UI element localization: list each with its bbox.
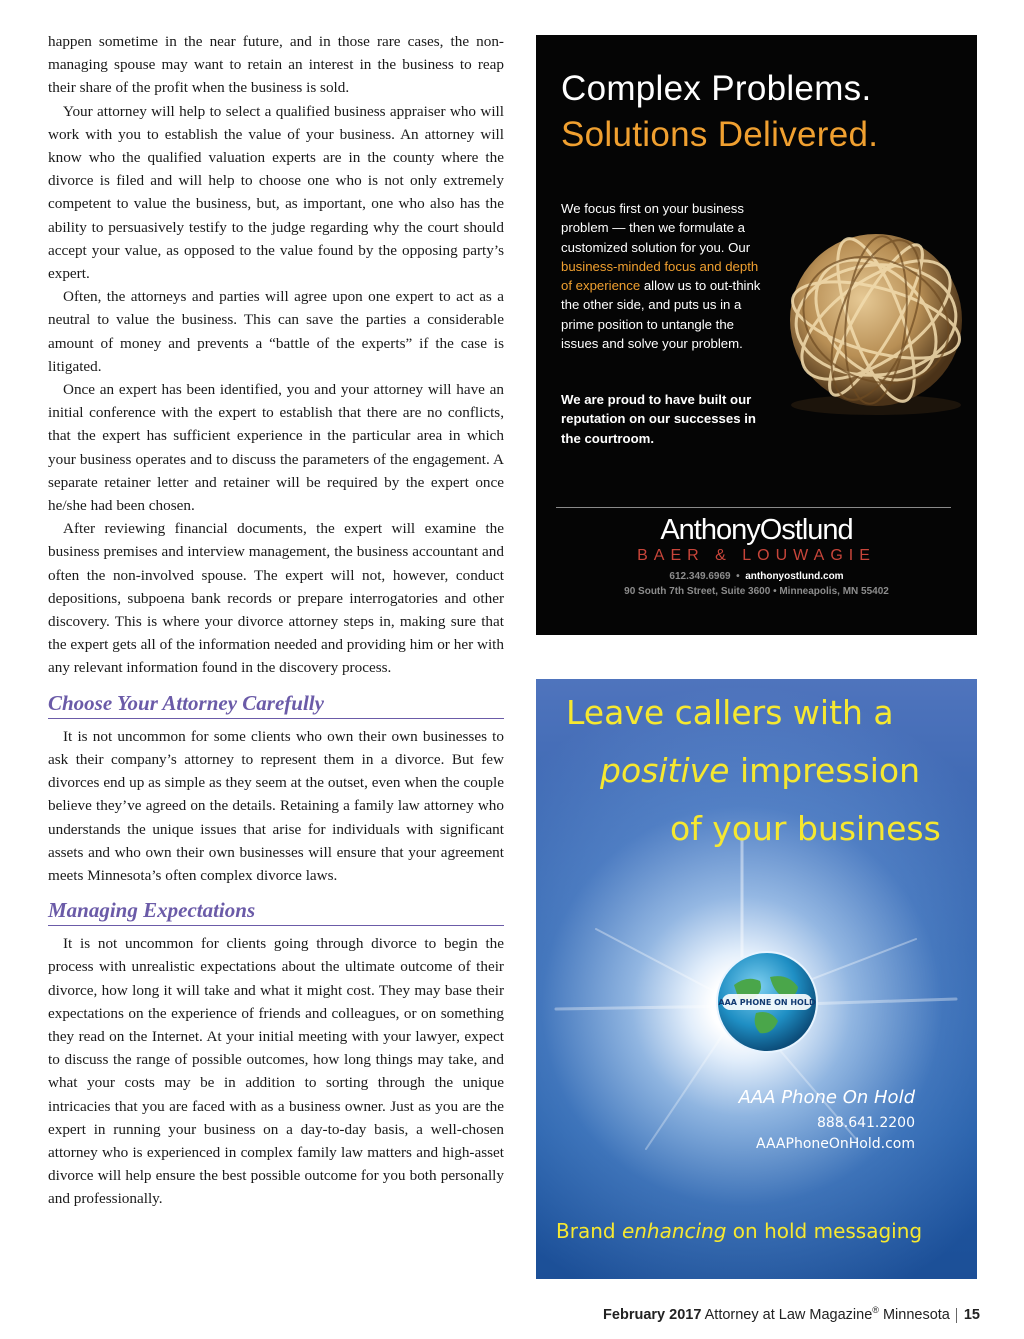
ad-body-bold: We are proud to have built our reputation on our successes in the courtroom. <box>561 392 756 446</box>
ad-body: We focus first on your business problem — then we formulate a customized solution for you. Our business-minded focus and depth of experience allow us to out-think the other side, and puts us in a prime position to untangle the issues and solve your problem. <box>561 201 761 352</box>
issue-date: February 2017 <box>603 1306 702 1323</box>
svg-text:AAA PHONE ON HOLD: AAA PHONE ON HOLD <box>718 998 816 1007</box>
ad-divider <box>556 507 951 508</box>
ad-body-highlight: business-minded focus and depth of experience <box>561 258 759 294</box>
firm-website-link[interactable]: anthonyostlund.com <box>745 571 844 582</box>
ad-headline-line-3: of your business <box>670 809 941 848</box>
firm-logo-name: AnthonyOstlund <box>660 514 853 546</box>
publication-name: Attorney at Law Magazine <box>704 1306 873 1323</box>
firm-address: 90 South 7th Street, Suite 3600 • Minneapolis, MN 55402 <box>624 586 889 597</box>
phone-on-hold-ad[interactable] <box>536 679 977 1279</box>
ad-headline-line-2: positive impression <box>600 751 921 790</box>
article-paragraph: After reviewing financial documents, the expert will examine the business premises and interview management, the business accountant and often the non-involved spouse. The expert will not, however, conduct depositions, subpoena bank records or prepare interrogatories and other discovery. This is where your divorce attorney steps in, making sure that the expert gets all of the information needed and providing him or her with any relevant information found in the discovery process. <box>48 520 504 677</box>
article-paragraph: Your attorney will help to select a qualified business appraiser who will work with you to establish the value of your business. An attorney will know who the qualified valuation experts are in the county where the divorce is filed and will help to choose one who is not only extremely competent to value the business, but, as important, one who also has the ability to persuasively testify to the judge regarding why the court should accept your value, as opposed to the value found by the opposing party’s expert. <box>48 102 504 283</box>
ad-tagline: Brand enhancing on hold messaging <box>556 1219 923 1243</box>
page-number: 15 <box>963 1306 980 1323</box>
firm-phone: 612.349.6969 <box>669 571 731 582</box>
article-paragraph: Once an expert has been identified, you and your attorney will have an initial conference with the expert to establish that there are no conflicts, that the expert has sufficient experience in the particular area in which your business operates and to discuss the parameters of the engagement. A separate retainer letter and retainer will be required by the expert once he/she had been chosen. <box>48 381 504 515</box>
page-footer: February 2017 Attorney at Law Magazine® Minnesota 15 <box>603 1305 980 1323</box>
article-paragraph: happen sometime in the near future, and in those rare cases, the non-managing spouse may want to retain an interest in the business to reap their share of the profit when the business is sold. <box>48 33 504 97</box>
article-paragraph: It is not uncommon for some clients who own their own businesses to ask their company’s attorney to represent them in a divorce. But few divorces end up as simple as they seem at the outset, even when the couple believe they’ve agreed on the details. Retaining a family law attorney who understands the unique issues that arise for individuals with significant assets and who own their own businesses will ensure that your agreement meets Minnesota’s often complex divorce laws. <box>48 727 504 884</box>
firm-contact: 612.349.6969 • anthonyostlund.com <box>669 571 844 582</box>
section-heading: Choose Your Attorney Carefully <box>48 690 504 719</box>
company-phone: 888.641.2200 <box>817 1115 915 1131</box>
law-firm-ad[interactable] <box>536 35 977 635</box>
firm-partners: BAER & LOUWAGIE <box>637 547 876 564</box>
article-paragraph: It is not uncommon for clients going through divorce to begin the process with unrealistic expectations about the ultimate outcome of their divorce, how long it will take and what it might cost. They may base their expectations on the experience of friends and colleagues, or on something they read on the Internet. At your initial meeting with your lawyer, expect to discuss the range of possible outcomes, how long things may take, and what your costs may be in addition to sorting through the unique intricacies that you are faced with as a business owner. Just as you are the expert in running your business on a day-to-day basis, a well-chosen attorney who is experienced in complex family law matters and high-asset divorce will help ensure the best possible outcome for you both personally and professionally. <box>48 935 504 1208</box>
ad-headline-accent: Solutions Delivered. <box>561 115 879 154</box>
globe-logo <box>712 947 822 1057</box>
ad-headline-line-1: Leave callers with a <box>566 693 894 732</box>
section-heading: Managing Expectations <box>48 897 504 926</box>
company-name: AAA Phone On Hold <box>738 1087 915 1108</box>
company-website-link[interactable]: AAAPhoneOnHold.com <box>756 1136 915 1152</box>
rubber-band-ball-image <box>776 220 976 420</box>
article-paragraph: Often, the attorneys and parties will agree upon one expert to act as a neutral to value the business. This can save the parties a considerable amount of money and prevents a “battle of the experts” if the case is litigated. <box>48 288 504 375</box>
region: Minnesota <box>882 1306 950 1323</box>
article-column <box>48 30 504 1211</box>
footer-separator <box>956 1308 957 1323</box>
ad-headline: Complex Problems. <box>561 69 872 108</box>
